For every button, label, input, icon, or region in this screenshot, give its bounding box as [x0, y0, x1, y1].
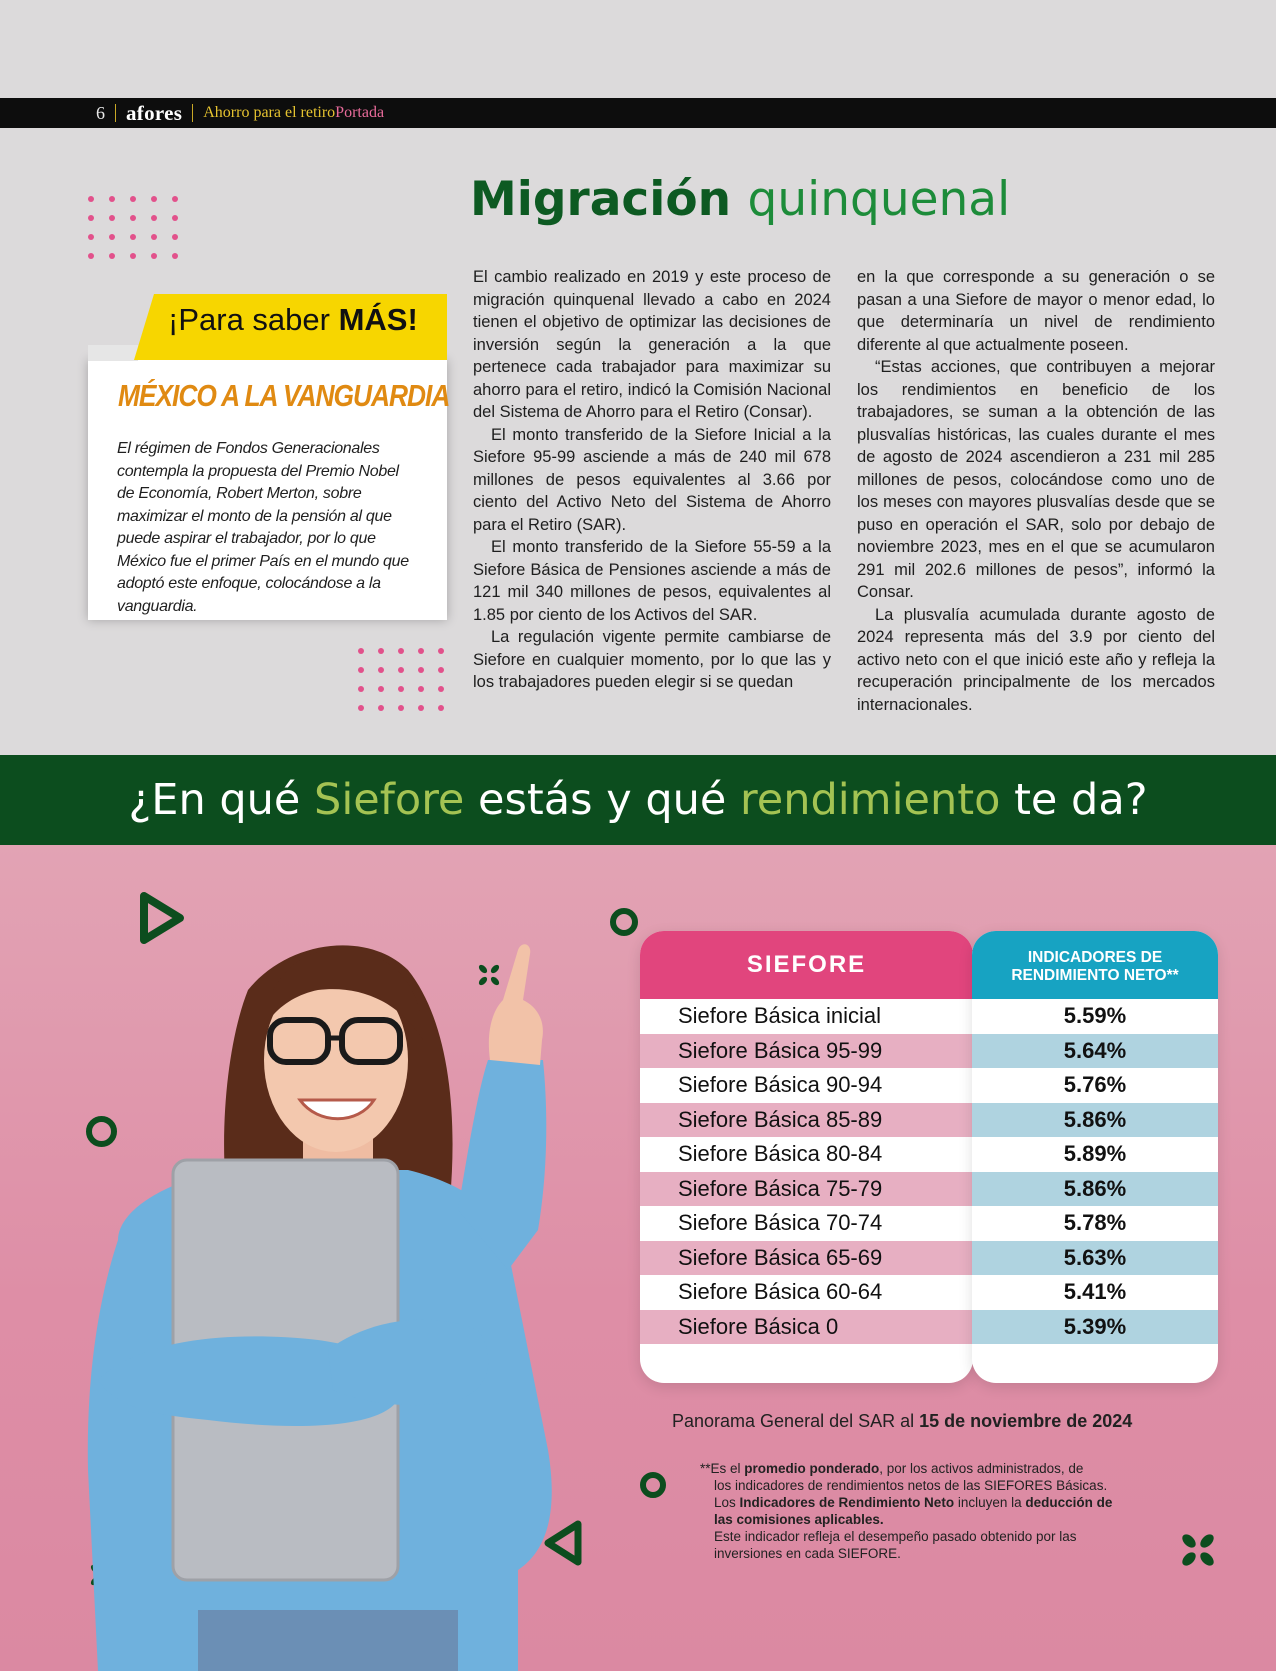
table-cell-value: 5.39% [972, 1310, 1218, 1345]
dot [378, 705, 384, 711]
footnote-line: las comisiones aplicables. [714, 1512, 884, 1527]
banner-highlight: Siefore [314, 775, 465, 825]
paragraph: “Estas acciones, que contribuyen a mejorar los rendimientos en beneficio de los trabajadores, se suman a la obtención de las plusvalías históricas, las cuales durante el mes de agosto de 2024 ascendieron a 231 mil 285 millones de pesos, colocándose como uno de los meses con mayores plusvalías desde que se puso en operación el SAR, solo por debajo de noviembre 2023, mes en el que se acumularon 291 mil 202.6 millones de pesos”, informó la Consar. [857, 358, 1215, 601]
table-row: Siefore Básica inicial [678, 1003, 881, 1029]
note-text: **Es el [700, 1461, 745, 1476]
table-row: Siefore Básica 95-99 [640, 1034, 973, 1069]
dot [88, 234, 94, 240]
dot [358, 648, 364, 654]
table-source [672, 1411, 1132, 1432]
banner-text: estás y qué [464, 775, 740, 825]
note-bold: deducción de [1025, 1495, 1113, 1510]
table-cell-value: 5.41% [1063, 1279, 1127, 1305]
section-banner [0, 755, 1276, 845]
footnote-line: los indicadores de rendimientos netos de las SIEFORES Básicas. [714, 1478, 1108, 1493]
note-text: Los [714, 1495, 740, 1510]
dot [438, 705, 444, 711]
divider [115, 104, 116, 122]
x-cross-icon [1178, 1530, 1218, 1570]
dot [358, 667, 364, 673]
paragraph: La plusvalía acumulada durante agosto de 2024 representa más del 3.9 por ciento del activo neto con el que inició este año y refleja la recuperación principalmente de los mercados internacionales. [857, 605, 1215, 714]
title-part-1: Migración [470, 172, 732, 227]
table-cell-value: 5.78% [1063, 1210, 1127, 1236]
paragraph: en la que corresponde a su generación o se pasan a una Siefore de mayor o menor edad, lo que determinaría un nivel de rendimiento diferente al que actualmente poseen. [857, 268, 1215, 354]
footnote-line [700, 1494, 1160, 1511]
table-cell-value: 5.76% [1063, 1072, 1127, 1098]
footnote-line: inversiones en cada SIEFORE. [714, 1546, 901, 1561]
dot [358, 686, 364, 692]
footnote [700, 1460, 1160, 1562]
table-cell-value: 5.59% [1063, 1003, 1127, 1029]
article-column-1 [473, 266, 831, 694]
dot [378, 648, 384, 654]
table-row: Siefore Básica 85-89 [640, 1103, 973, 1138]
table-cell-value: 5.64% [972, 1034, 1218, 1069]
table-row: Siefore Básica 65-69 [640, 1241, 973, 1276]
dot [151, 253, 157, 259]
table-header-rendimiento [972, 931, 1218, 999]
table-header-siefore: SIEFORE [640, 931, 973, 999]
dot [88, 253, 94, 259]
dot-pattern-decoration [88, 196, 178, 259]
paragraph: El monto transferido de la Siefore 55-59 a la Siefore Básica de Pensiones asciende a más de 121 mil 340 millones de pesos, equivalentes al 1.85 por ciento de los Activos del SAR. [473, 538, 831, 624]
dot [151, 234, 157, 240]
banner-text: te da? [1000, 775, 1148, 825]
dot [130, 215, 136, 221]
dot [172, 196, 178, 202]
paragraph: El monto transferido de la Siefore Inicial a la Siefore 95-99 asciende a más de 240 mil 678 millones de pesos equivalentes al 3.66 por ciento del Activo Neto del Sistema de Ahorro para el Retiro (SAR). [473, 425, 831, 534]
table-row: Siefore Básica 0 [640, 1310, 973, 1345]
table-row: Siefore Básica 70-74 [678, 1210, 883, 1236]
footnote-line: Este indicador refleja el desempeño pasado obtenido por las [714, 1529, 1077, 1544]
table-cell-value: 5.89% [1063, 1141, 1127, 1167]
dot [130, 253, 136, 259]
sidebar-tab-label [168, 302, 418, 338]
dot [418, 705, 424, 711]
woman-with-laptop-photo [78, 910, 618, 1671]
table-cell-value: 5.86% [972, 1103, 1218, 1138]
note-text: incluyen la [954, 1495, 1026, 1510]
category-link[interactable]: Portada [335, 104, 385, 121]
dot [172, 234, 178, 240]
table-body [972, 999, 1218, 1344]
dot [109, 234, 115, 240]
dot [109, 215, 115, 221]
dot [418, 667, 424, 673]
sidebar-title: MÉXICO A LA VANGUARDIA [118, 378, 450, 413]
dot [88, 215, 94, 221]
dot [438, 667, 444, 673]
note-text: , por los activos administrados, de [879, 1461, 1084, 1476]
dot [398, 667, 404, 673]
dot [88, 196, 94, 202]
dot [418, 648, 424, 654]
banner-highlight: rendimiento [740, 775, 1001, 825]
article-column-2 [857, 266, 1215, 716]
dot [130, 196, 136, 202]
header-line: INDICADORES DE [1027, 949, 1163, 966]
dot [172, 253, 178, 259]
table-row: Siefore Básica 75-79 [640, 1172, 973, 1207]
dot [172, 215, 178, 221]
dot [378, 686, 384, 692]
dot [151, 215, 157, 221]
header-line: RENDIMIENTO NETO** [1011, 967, 1179, 984]
circle-decoration [640, 1472, 666, 1498]
source-date: 15 de noviembre de 2024 [919, 1411, 1133, 1431]
tab-label-bold: MÁS! [338, 302, 418, 337]
brand-name: afores [126, 100, 183, 125]
table-row: Siefore Básica 80-84 [678, 1141, 883, 1167]
divider [192, 104, 193, 122]
dot [109, 253, 115, 259]
paragraph: La regulación vigente permite cambiarse de Siefore en cualquier momento, por lo que las y los trabajadores pueden elegir si se quedan [473, 628, 831, 691]
dot [130, 234, 136, 240]
dot [418, 686, 424, 692]
dot [358, 705, 364, 711]
top-nav-bar [0, 98, 1276, 128]
dot [438, 686, 444, 692]
section-link[interactable]: Ahorro para el retiro [203, 104, 336, 121]
source-prefix: Panorama General del SAR al [672, 1411, 920, 1431]
paragraph: El cambio realizado en 2019 y este proceso de migración quinquenal llevado a cabo en 2024 tienen el objetivo de optimizar las decisiones de inversión según la generación a la que pertenece cada trabajador para maximizar su ahorro para el retiro, indicó la Comisión Nacional del Sistema de Ahorro para el Retiro (Consar). [473, 268, 831, 421]
note-bold: promedio ponderado [744, 1461, 880, 1476]
dot [438, 648, 444, 654]
table-row: Siefore Básica 60-64 [678, 1279, 883, 1305]
title-part-2: quinquenal [747, 172, 1011, 227]
tab-label-prefix: ¡Para saber [168, 302, 339, 337]
dot [398, 705, 404, 711]
table-cell-value: 5.86% [972, 1172, 1218, 1207]
sidebar-tab-shadow [88, 345, 138, 361]
siefore-table-values [972, 931, 1218, 1383]
note-bold: Indicadores de Rendimiento Neto [739, 1495, 955, 1510]
dot [378, 667, 384, 673]
dot [398, 686, 404, 692]
footnote-line [700, 1460, 1160, 1477]
table-cell-value: 5.63% [972, 1241, 1218, 1276]
table-row: Siefore Básica 90-94 [678, 1072, 883, 1098]
table-body [640, 999, 973, 1344]
dot [398, 648, 404, 654]
siefore-table-names [640, 931, 973, 1383]
dot [151, 196, 157, 202]
page-number: 6 [96, 102, 105, 123]
banner-text: ¿En qué [128, 775, 315, 825]
sidebar-body: El régimen de Fondos Generacionales contempla la propuesta del Premio Nobel de Economía, Robert Merton, sobre maximizar el monto de la pensión al que puede aspirar el trabajador, por lo que México fue el primer País en el mundo que adoptó este enfoque, colocándose a la vanguardia. [117, 440, 409, 615]
article-title [470, 172, 1010, 227]
dot-pattern-decoration [358, 648, 444, 711]
dot [109, 196, 115, 202]
